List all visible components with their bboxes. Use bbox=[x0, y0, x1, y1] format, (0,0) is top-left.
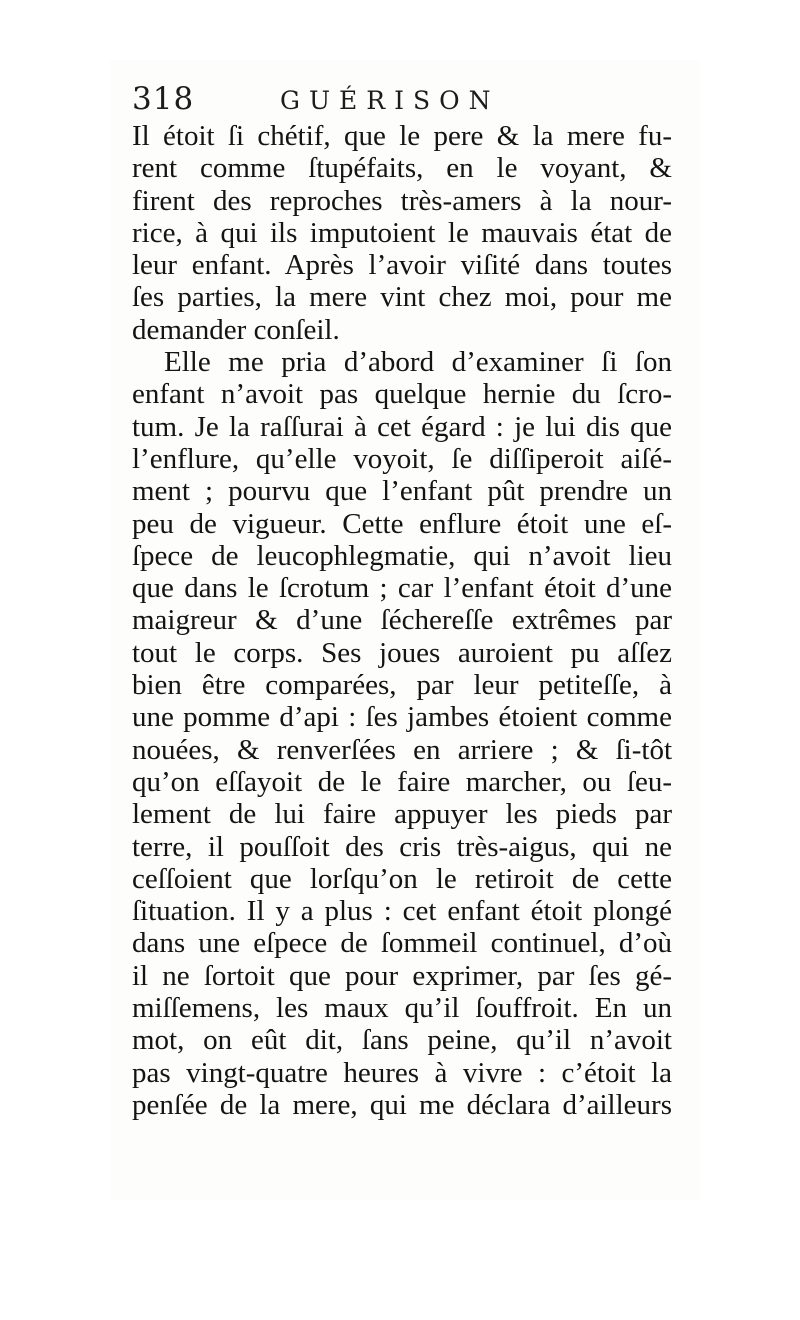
text-line: leur enfant. Après l’avoir viſité dans toutes bbox=[132, 249, 672, 282]
text-line: bien être comparées, par leur petiteſſe, à bbox=[132, 669, 672, 702]
text-line: firent des reproches très-amers à la nour- bbox=[132, 184, 672, 217]
text-line: rent comme ſtupéfaits, en le voyant, & bbox=[132, 152, 672, 185]
text-line: terre, il pouſſoit des cris très-aigus, qui ne bbox=[132, 830, 672, 863]
text-line: maigreur & d’une ſéchereſſe extrêmes par bbox=[132, 604, 672, 637]
text-line: demander conſeil. bbox=[132, 313, 340, 346]
text-line: pas vingt-quatre heures à vivre : c’étoit la bbox=[132, 1056, 672, 1089]
text-line: nouées, & renverſées en arriere ; & ſi-tôt bbox=[132, 733, 672, 766]
page-header bbox=[132, 80, 692, 124]
text-line: une pomme d’api : ſes jambes étoient comme bbox=[132, 701, 672, 734]
text-line: que dans le ſcrotum ; car l’enfant étoit d’une bbox=[132, 572, 672, 605]
text-line: il ne ſortoit que pour exprimer, par ſes gé- bbox=[132, 959, 672, 992]
text-line: dans une eſpece de ſommeil continuel, d’où bbox=[132, 927, 672, 960]
running-title: GUÉRISON bbox=[280, 86, 500, 115]
text-line: enfant n’avoit pas quelque hernie du ſcro- bbox=[132, 378, 672, 411]
text-line: mot, on eût dit, ſans peine, qu’il n’avoit bbox=[132, 1024, 672, 1057]
text-line: penſée de la mere, qui me déclara d’ailleurs bbox=[132, 1088, 672, 1121]
text-line: Elle me pria d’abord d’examiner ſi ſon bbox=[164, 346, 672, 379]
text-line: ſes parties, la mere vint chez moi, pour me bbox=[132, 281, 672, 314]
text-line: miſſemens, les maux qu’il ſouffroit. En un bbox=[132, 992, 672, 1025]
text-line: tum. Je la raſſurai à cet égard : je lui dis que bbox=[132, 410, 672, 443]
text-line: Il étoit ſi chétif, que le pere & la mere fu- bbox=[132, 120, 672, 152]
text-line: ſituation. Il y a plus : cet enfant étoit plongé bbox=[132, 895, 672, 928]
text-line: tout le corps. Ses joues auroient pu aſſez bbox=[132, 636, 672, 669]
text-line: rice, à qui ils imputoient le mauvais état de bbox=[132, 216, 672, 249]
text-line: ceſſoient que lorſqu’on le retiroit de cette bbox=[132, 862, 672, 895]
text-line: peu de vigueur. Cette enflure étoit une eſ- bbox=[132, 507, 672, 540]
text-line: lement de lui faire appuyer les pieds par bbox=[132, 798, 672, 831]
body-text bbox=[132, 120, 672, 1121]
text-line: ſpece de leucophlegmatie, qui n’avoit lieu bbox=[132, 539, 672, 572]
text-line: l’enflure, qu’elle voyoit, ſe diſſiperoit aiſé- bbox=[132, 442, 672, 475]
text-line: ment ; pourvu que l’enfant pût prendre un bbox=[132, 475, 672, 508]
text-line: qu’on eſſayoit de le faire marcher, ou ſeu- bbox=[132, 765, 672, 798]
page-number: 318 bbox=[132, 81, 195, 117]
